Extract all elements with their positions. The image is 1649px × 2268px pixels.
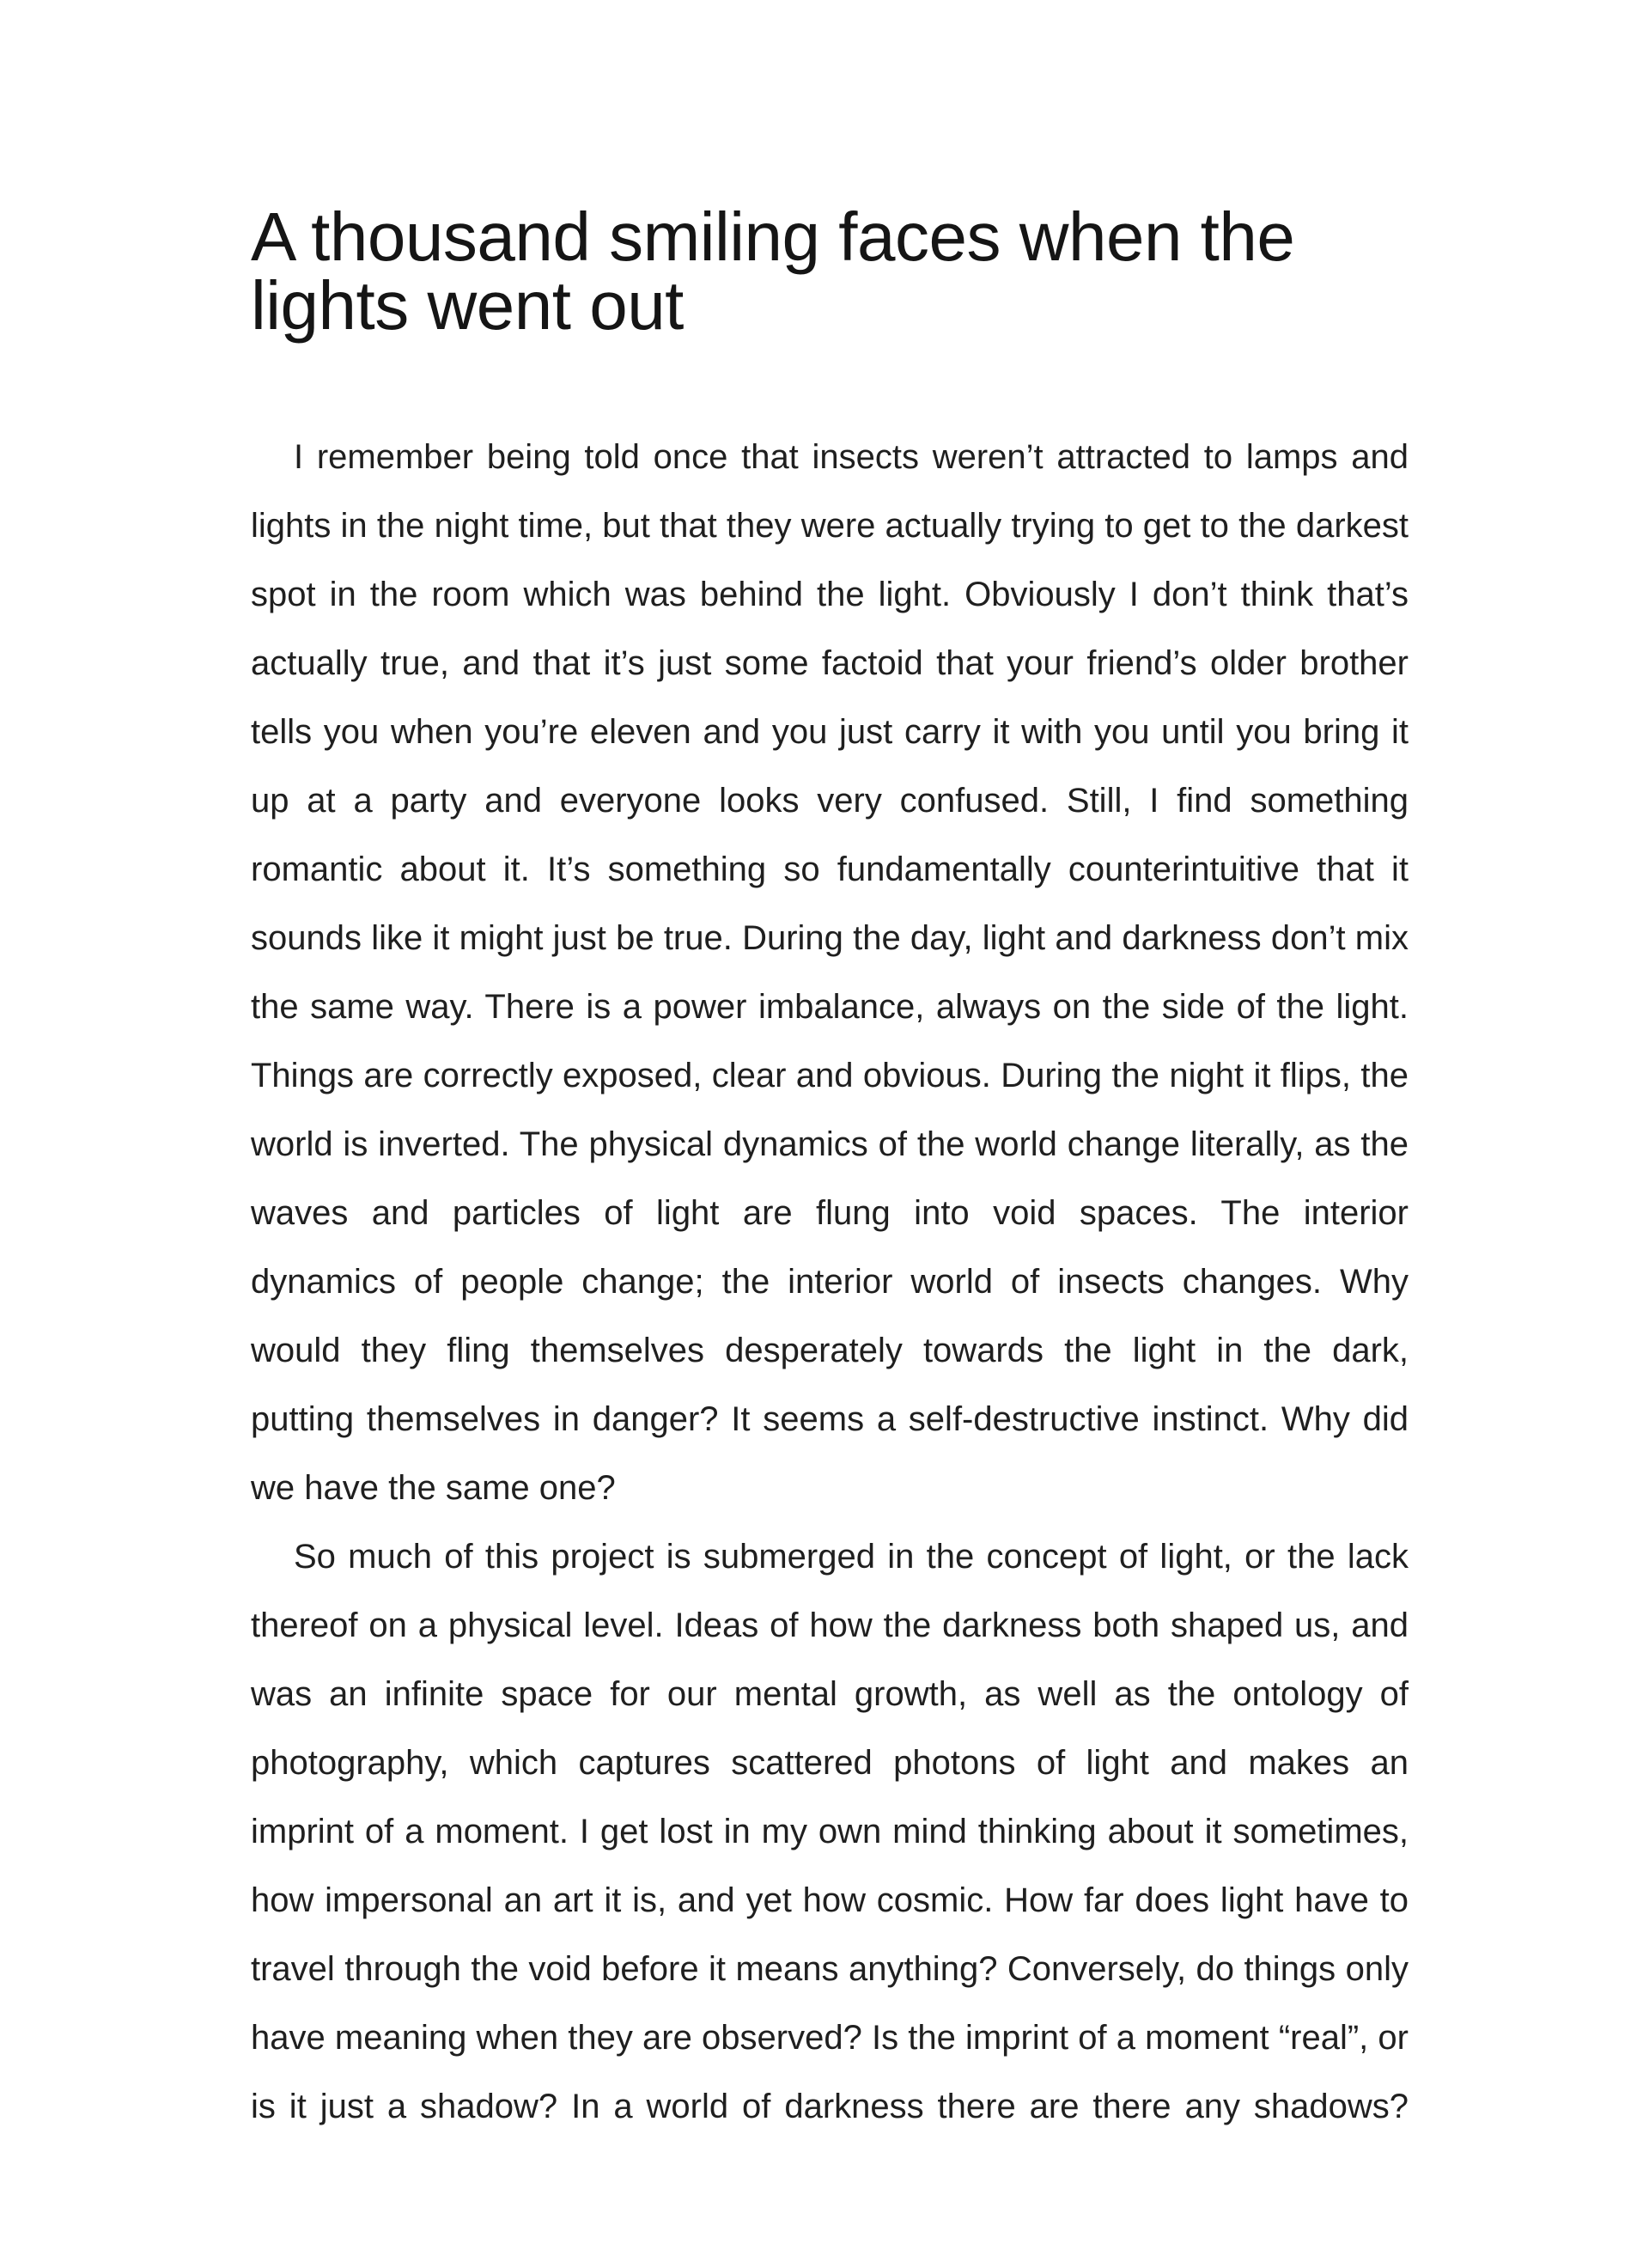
- article-body: [251, 423, 1409, 2141]
- page-title: A thousand smiling faces when the lights went out: [251, 198, 1295, 344]
- article: [251, 198, 1409, 2141]
- paragraph-1: I remember being told once that insects weren’t attracted to lamps and lights in the night time, but that they were actually trying to get to the darkest spot in the room which was behind the light. Obviously I don’t think that’s actually true, and that it’s just some factoid that your friend’s older brother tells you when you’re eleven and you just carry it with you until you bring it up at a party and everyone looks very confused. Still, I find something romantic about it. It’s something so fundamentally counterintuitive that it sounds like it might just be true. During the day, light and darkness don’t mix the same way. There is a power imbalance, always on the side of the light. Things are correctly exposed, clear and obvious. During the night it flips, the world is inverted. The physical dynamics of the world change literally, as the waves and particles of light are flung into void spaces. The interior dynamics of people change; the interior world of insects changes. Why would they fling themselves desperately towards the light in the dark, putting themselves in danger? It seems a self-destructive instinct. Why did we have the same one?: [251, 438, 1409, 1507]
- paragraph-2: So much of this project is submerged in the concept of light, or the lack thereof on a physical level. Ideas of how the darkness both shaped us, and was an infinite space for our mental growth, as well as the ontology of photography, which captures scattered photons of light and makes an imprint of a moment. I get lost in my own mind thinking about it sometimes, how impersonal an art it is, and yet how cosmic. How far does light have to travel through the void before it means anything? Conversely, do things only have meaning when they are observed? Is the imprint of a moment “real”, or is it just a shadow? In a world of darkness there are there any shadows?: [251, 1538, 1409, 2125]
